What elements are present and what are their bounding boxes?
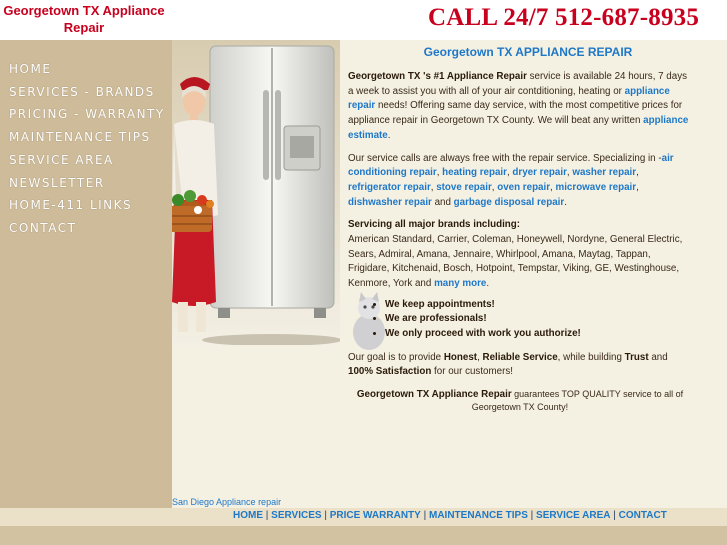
services-paragraph: Our service calls are always free with the repair service. Specializing in -air conditioning repair, heating repair, dryer repair, washer repair, refrigerator repair, stove repair, oven repair, microwave repair, dishwasher repair and garbage disposal repair. xyxy=(348,152,674,208)
brands-list: American Standard, Carrier, Coleman, Honeywell, Nordyne, General Electric, Sears, Admiral, Amana, Jennaire, Whirlpool, Amana, Maytag, Tappan, Frigidare, Kitchenaid, Bosch, Hotpoint, Tempstar, Viking, GE, Westinghouse, Kenmore, York and xyxy=(348,234,683,290)
header xyxy=(0,0,727,40)
link-many-more[interactable]: many more xyxy=(434,278,487,290)
list-item: • We are professionals! xyxy=(385,312,692,327)
nav-menu xyxy=(9,58,165,240)
link-heating-repair[interactable]: heating repair xyxy=(442,167,507,179)
intro-lead: Georgetown TX 's #1 Appliance Repair xyxy=(348,71,527,82)
brands-paragraph: Servicing all major brands including: American Standard, Carrier, Coleman, Honeywell, Nordyne, General Electric, Sears, Admiral, Amana, Jennaire, Whirlpool, Amana, Maytag, Tappan, Frigidare, Kitchenaid, Bosch, Hotpoint, Tempstar, Viking, GE, Westinghouse, Kenmore, York and many more. xyxy=(348,219,683,290)
nav-newsletter[interactable]: NEWSLETTER xyxy=(9,175,105,190)
link-appliance-repair[interactable]: appliance repair xyxy=(348,85,670,112)
site-title[interactable]: Georgetown TX Appliance Repair xyxy=(3,3,165,35)
footer-link-service-area[interactable]: SERVICE AREA xyxy=(536,510,611,521)
link-dishwasher-repair[interactable]: dishwasher repair xyxy=(348,196,432,208)
link-washer-repair[interactable]: washer repair xyxy=(572,167,637,179)
main-text xyxy=(348,70,692,422)
footer-link-price-warranty[interactable]: PRICE WARRANTY xyxy=(329,510,421,521)
nav-pricing-warranty[interactable]: PRICING - WARRANTY xyxy=(9,107,165,122)
nav-service-area[interactable]: SERVICE AREA xyxy=(9,152,114,167)
footer-link-maintenance-tips[interactable]: MAINTENANCE TIPS xyxy=(428,510,528,521)
page-title: Georgetown TX APPLIANCE REPAIR xyxy=(423,45,633,59)
link-appliance-estimate[interactable]: appliance estimate xyxy=(348,115,689,141)
nav-services-brands[interactable]: SERVICES - BRANDS xyxy=(9,84,155,99)
list-item: • We keep appointments! xyxy=(385,298,692,313)
list-item: • We only proceed with work you authorize! xyxy=(385,327,692,342)
nav-contact[interactable]: CONTACT xyxy=(9,220,77,235)
goal-paragraph: Our goal is to provide Honest, Reliable Service, while building Trust and 100% Satisfaction for our customers! xyxy=(348,351,668,378)
nav-home-411-links[interactable]: HOME-411 LINKS xyxy=(9,198,133,213)
footer-link-home[interactable]: HOME xyxy=(233,510,263,521)
call-phone-banner: CALL 24/7 512-687-8935 xyxy=(428,4,700,31)
link-microwave-repair[interactable]: microwave repair xyxy=(555,181,637,193)
nav-maintenance-tips[interactable]: MAINTENANCE TIPS xyxy=(9,130,151,145)
main-content xyxy=(172,40,727,508)
footer-link-services[interactable]: SERVICES xyxy=(271,510,322,521)
nav-home[interactable]: HOME xyxy=(9,62,52,76)
intro-paragraph: Georgetown TX 's #1 Appliance Repair service is available 24 hours, 7 days a week to assist you with all of your air contditioning, heating or appliance repair needs! Offering same day service, with the most competitive prices for appliance repair in Georgetown TX County. We will beat any written appliance estimate. xyxy=(348,71,689,141)
sidebar xyxy=(0,40,172,508)
link-dryer-repair[interactable]: dryer repair xyxy=(512,167,567,179)
woman-refrigerator-photo xyxy=(172,40,340,345)
guarantee-text: Georgetown TX Appliance Repair guarantees TOP QUALITY service to all of Georgetown TX County! xyxy=(356,389,684,413)
features-list xyxy=(348,298,692,342)
san-diego-appliance-repair-link[interactable]: San Diego Appliance repair xyxy=(172,497,282,507)
link-air-conditioning-repair[interactable]: air conditioning repair xyxy=(348,152,674,179)
link-oven-repair[interactable]: oven repair xyxy=(497,181,551,193)
footer-link-contact[interactable]: CONTACT xyxy=(618,510,667,521)
link-stove-repair[interactable]: stove repair xyxy=(436,181,492,193)
brands-heading: Servicing all major brands including: xyxy=(348,219,521,231)
link-refrigerator-repair[interactable]: refrigerator repair xyxy=(348,181,431,193)
footer-links: HOME | SERVICES | PRICE WARRANTY | MAINTENANCE TIPS | SERVICE AREA | CONTACT xyxy=(233,510,667,521)
bottom-strip xyxy=(0,526,727,545)
link-garbage-disposal-repair[interactable]: garbage disposal repair xyxy=(453,196,565,208)
